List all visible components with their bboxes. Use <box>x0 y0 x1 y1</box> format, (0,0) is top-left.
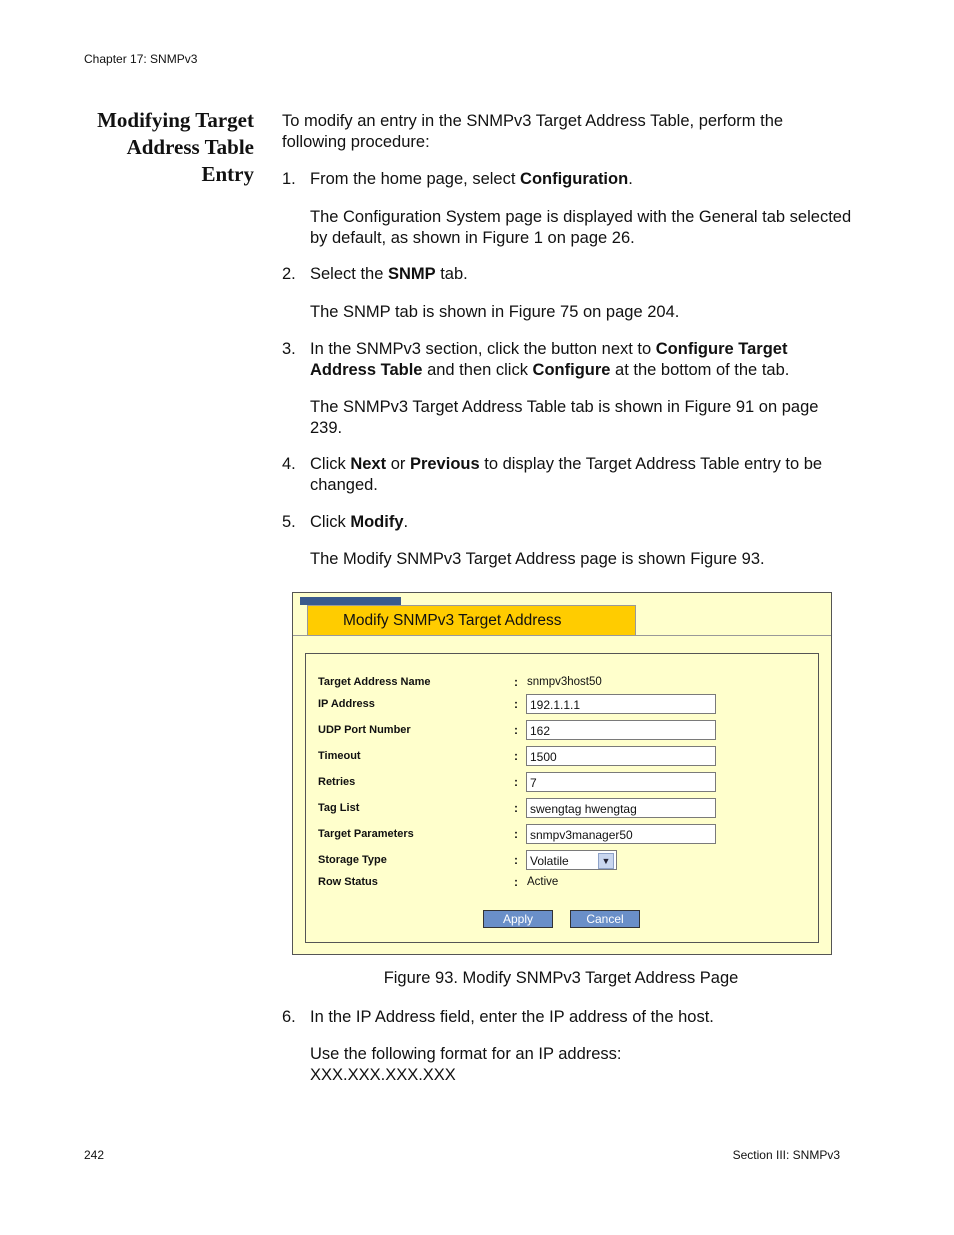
label-target-address-name: Target Address Name <box>318 676 431 688</box>
tab-bar-accent <box>300 597 401 605</box>
tab-modify-target-address[interactable]: Modify SNMPv3 Target Address <box>307 605 636 635</box>
step-5-text: Click Modify. <box>310 513 409 531</box>
row-retries <box>318 772 818 794</box>
chevron-down-icon[interactable]: ▼ <box>598 853 614 869</box>
step-1-text: From the home page, select Configuration. <box>310 170 633 188</box>
udp-port-input[interactable]: 162 <box>526 720 716 740</box>
cancel-button[interactable]: Cancel <box>570 910 640 928</box>
section-footer: Section III: SNMPv3 <box>732 1148 840 1162</box>
colon: : <box>514 675 518 689</box>
figure-caption: Figure 93. Modify SNMPv3 Target Address Page <box>383 969 739 987</box>
ip-address-input[interactable]: 192.1.1.1 <box>526 694 716 714</box>
step-5-note: The Modify SNMPv3 Target Address page is shown Figure 93. <box>310 550 765 568</box>
value-target-address-name: snmpv3host50 <box>527 676 602 688</box>
step-1-note: The Configuration System page is displayed with the General tab selected by default, as shown in Figure 1 on page 26. <box>310 208 852 247</box>
row-target-address-name <box>318 672 818 694</box>
row-target-parameters <box>318 824 818 846</box>
timeout-input[interactable]: 1500 <box>526 746 716 766</box>
colon: : <box>514 697 518 711</box>
step-6-number: 6. <box>282 1008 296 1026</box>
chapter-header: Chapter 17: SNMPv3 <box>84 52 198 66</box>
label-storage-type: Storage Type <box>318 854 387 866</box>
figure-93-screenshot <box>292 592 832 955</box>
colon: : <box>514 723 518 737</box>
colon: : <box>514 775 518 789</box>
step-6-note: Use the following format for an IP address: <box>310 1045 622 1063</box>
storage-type-selected: Volatile <box>530 854 569 868</box>
value-row-status: Active <box>527 876 559 888</box>
colon: : <box>514 801 518 815</box>
step-2-note: The SNMP tab is shown in Figure 75 on page 204. <box>310 303 680 321</box>
row-udp-port <box>318 720 818 742</box>
section-title <box>60 107 254 188</box>
colon: : <box>514 827 518 841</box>
target-parameters-input[interactable]: snmpv3manager50 <box>526 824 716 844</box>
label-ip-address: IP Address <box>318 698 375 710</box>
tag-list-input[interactable]: swengtag hwengtag <box>526 798 716 818</box>
step-2-text: Select the SNMP tab. <box>310 265 468 283</box>
step-5-number: 5. <box>282 513 296 531</box>
row-timeout <box>318 746 818 768</box>
storage-type-select[interactable] <box>526 850 617 870</box>
row-row-status <box>318 872 818 894</box>
section-title-line1: Modifying Target <box>97 108 254 132</box>
form-panel <box>305 653 819 943</box>
page-number: 242 <box>84 1148 105 1162</box>
section-title-line2: Address Table <box>126 135 254 159</box>
colon: : <box>514 853 518 867</box>
step-3-text: In the SNMPv3 section, click the button next to Configure Target Address Table and then click Configure at the bottom of the tab. <box>310 340 790 379</box>
label-target-parameters: Target Parameters <box>318 828 414 840</box>
step-4-number: 4. <box>282 455 296 473</box>
step-2-number: 2. <box>282 265 296 283</box>
section-title-line3: Entry <box>201 162 254 186</box>
label-timeout: Timeout <box>318 750 361 762</box>
colon: : <box>514 749 518 763</box>
ip-format-example: XXX.XXX.XXX.XXX <box>310 1066 456 1084</box>
row-ip-address <box>318 694 818 716</box>
colon: : <box>514 875 518 889</box>
row-tag-list <box>318 798 818 820</box>
row-storage-type <box>318 850 818 872</box>
step-6-text: In the IP Address field, enter the IP address of the host. <box>310 1008 714 1026</box>
label-row-status: Row Status <box>318 876 378 888</box>
apply-button[interactable]: Apply <box>483 910 553 928</box>
label-tag-list: Tag List <box>318 802 360 814</box>
step-3-note: The SNMPv3 Target Address Table tab is shown in Figure 91 on page 239. <box>310 398 819 437</box>
label-udp-port: UDP Port Number <box>318 724 411 736</box>
retries-input[interactable]: 7 <box>526 772 716 792</box>
tab-divider <box>293 635 831 636</box>
step-1-number: 1. <box>282 170 296 188</box>
label-retries: Retries <box>318 776 356 788</box>
step-4-text: Click Next or Previous to display the Target Address Table entry to be changed. <box>310 455 823 494</box>
intro-paragraph: To modify an entry in the SNMPv3 Target Address Table, perform the following procedure: <box>282 112 784 151</box>
step-3-number: 3. <box>282 340 296 358</box>
